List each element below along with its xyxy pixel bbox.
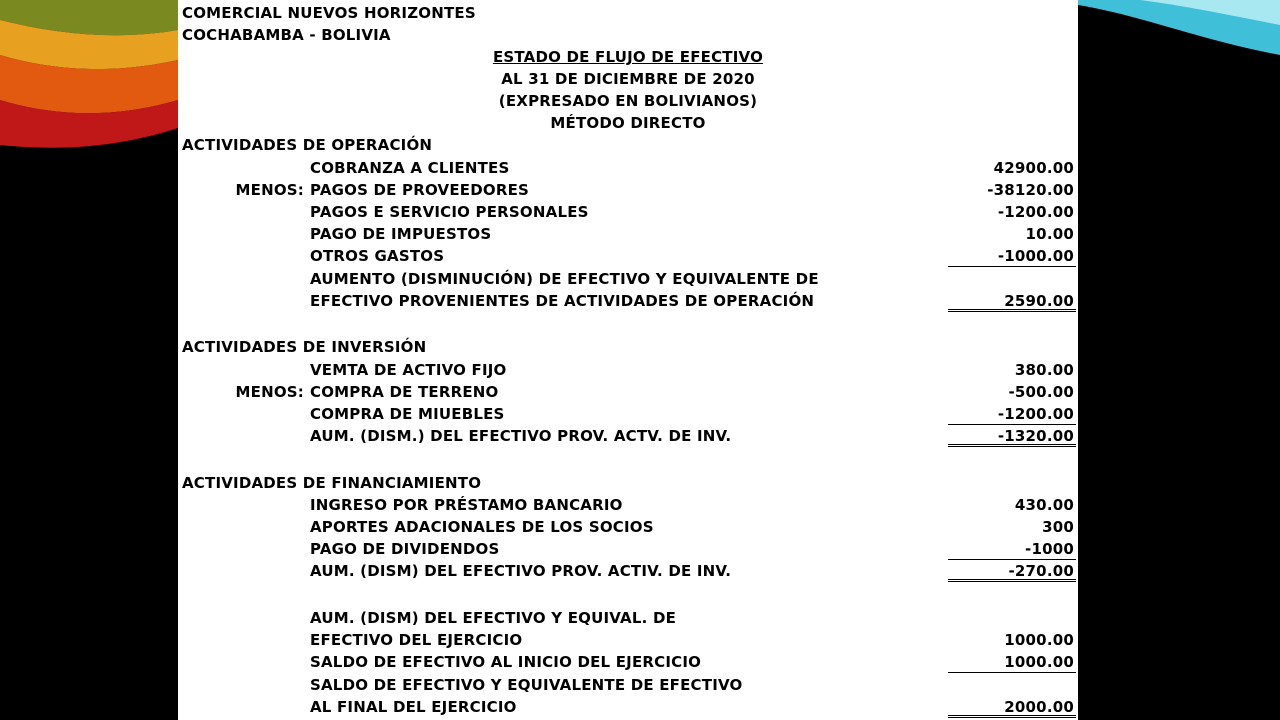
company-name: COMERCIAL NUEVOS HORIZONTES [182, 4, 476, 22]
section-heading-inversion: ACTIVIDADES DE INVERSIÓN [182, 338, 427, 356]
row-label: COBRANZA A CLIENTES [310, 159, 510, 177]
section-heading-operacion: ACTIVIDADES DE OPERACIÓN [182, 136, 433, 154]
operacion-total-label-1: AUMENTO (DISMINUCIÓN) DE EFECTIVO Y EQUIVALENTE DE [310, 270, 819, 288]
operacion-total-label-2: EFECTIVO PROVENIENTES DE ACTIVIDADES DE OPERACIÓN [310, 292, 815, 310]
aum-ejercicio-amount: 1000.00 [1004, 631, 1074, 649]
statement-method: MÉTODO DIRECTO [550, 114, 706, 132]
row-amount: 380.00 [1014, 361, 1074, 379]
row-label: PAGOS E SERVICIO PERSONALES [310, 203, 589, 221]
row-label: COMPRA DE TERRENO [310, 383, 499, 401]
financiamiento-total: -270.00 [948, 560, 1076, 582]
row-amount: -1000 [948, 538, 1076, 560]
company-location: COCHABAMBA - BOLIVIA [182, 26, 391, 44]
row-amount: -500.00 [1008, 383, 1074, 401]
saldo-final-amount: 2000.00 [948, 696, 1076, 718]
row-amount: -38120.00 [987, 181, 1074, 199]
statement-title: ESTADO DE FLUJO DE EFECTIVO [492, 48, 764, 66]
row-amount: -1000.00 [948, 245, 1076, 267]
row-label: COMPRA DE MIUEBLES [310, 405, 505, 423]
row-label: INGRESO POR PRÉSTAMO BANCARIO [310, 496, 623, 514]
row-amount: -1200.00 [997, 203, 1074, 221]
row-amount: -1200.00 [948, 403, 1076, 425]
saldo-inicio-label: SALDO DE EFECTIVO AL INICIO DEL EJERCICIO [310, 653, 702, 671]
operacion-total: 2590.00 [948, 290, 1076, 312]
statement-currency: (EXPRESADO EN BOLIVIANOS) [498, 92, 758, 110]
row-label: VEMTA DE ACTIVO FIJO [310, 361, 507, 379]
statement-date: AL 31 DE DICIEMBRE DE 2020 [501, 70, 755, 88]
row-amount: 300 [1042, 518, 1074, 536]
financiamiento-total-label: AUM. (DISM) DEL EFECTIVO PROV. ACTIV. DE INV. [310, 562, 732, 580]
inversion-total: -1320.00 [948, 425, 1076, 447]
section-heading-financiamiento: ACTIVIDADES DE FINANCIAMIENTO [182, 474, 482, 492]
row-label: APORTES ADACIONALES DE LOS SOCIOS [310, 518, 654, 536]
menos-prefix: MENOS: [235, 181, 304, 199]
saldo-final-label-2: AL FINAL DEL EJERCICIO [310, 698, 517, 716]
row-label: PAGO DE DIVIDENDOS [310, 540, 500, 558]
saldo-inicio-amount: 1000.00 [948, 651, 1076, 673]
row-amount: 10.00 [1025, 225, 1074, 243]
saldo-final-label-1: SALDO DE EFECTIVO Y EQUIVALENTE DE EFECTIVO [310, 676, 743, 694]
row-label: OTROS GASTOS [310, 247, 445, 265]
row-label: PAGOS DE PROVEEDORES [310, 181, 530, 199]
menos-prefix: MENOS: [235, 383, 304, 401]
row-amount: 430.00 [1014, 496, 1074, 514]
aum-ejercicio-label-1: AUM. (DISM) DEL EFECTIVO Y EQUIVAL. DE [310, 609, 677, 627]
aum-ejercicio-label-2: EFECTIVO DEL EJERCICIO [310, 631, 523, 649]
row-amount: 42900.00 [993, 159, 1074, 177]
inversion-total-label: AUM. (DISM.) DEL EFECTIVO PROV. ACTV. DE INV. [310, 427, 732, 445]
row-label: PAGO DE IMPUESTOS [310, 225, 492, 243]
cash-flow-statement [178, 0, 1078, 720]
